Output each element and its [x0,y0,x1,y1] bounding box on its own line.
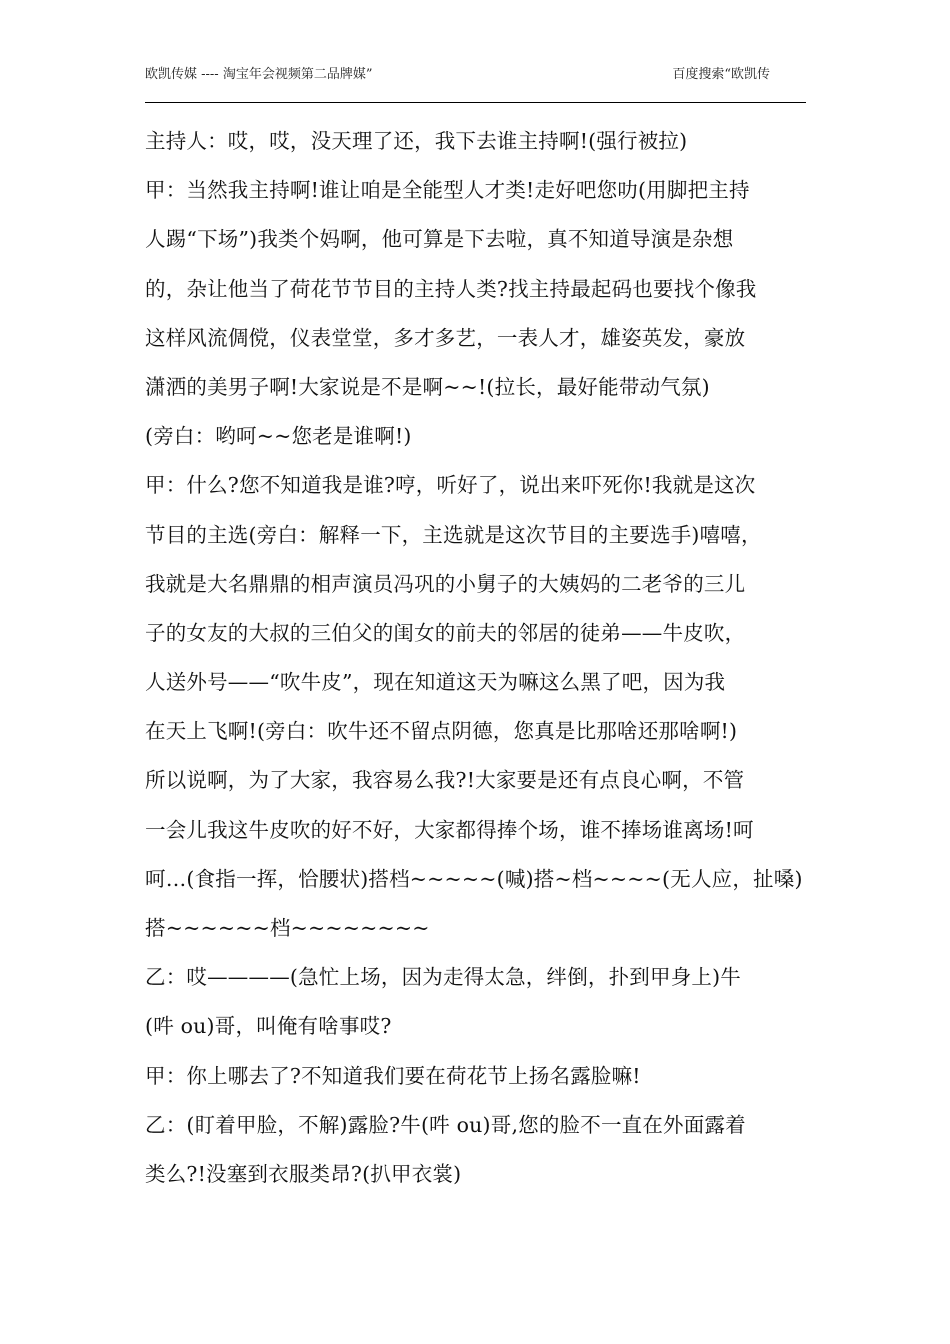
header-right-text: 百度搜索“欧凯传 [672,67,770,82]
script-line: 甲：什么?您不知道我是谁?哼，听好了，说出来吓死你!我就是这次 [145,473,756,498]
page-header [145,66,806,103]
script-line: (吽 ou)哥，叫俺有啥事哎? [145,1014,392,1039]
script-line: 我就是大名鼎鼎的相声演员冯巩的小舅子的大姨妈的二老爷的三儿 [145,571,746,596]
script-line: 乙：哎————(急忙上场，因为走得太急，绊倒，扑到甲身上)牛 [145,965,741,990]
script-line: 搭~~~~~~档~~~~~~~~ [145,916,430,940]
script-line: 甲：当然我主持啊!谁让咱是全能型人才类!走好吧您叻(用脚把主持 [145,178,750,203]
script-line: 这样风流倜傥，仪表堂堂，多才多艺，一表人才，雄姿英发，豪放 [145,325,746,350]
header-left-text: 欧凯传媒 ---- 淘宝年会视频第二品牌媒” [145,67,373,82]
script-line: (旁白：哟呵~~您老是谁啊!) [145,424,412,449]
script-line: 节目的主选(旁白：解释一下，主选就是这次节目的主要选手)嘻嘻， [145,522,762,547]
script-line: 人送外号——“吹牛皮”，现在知道这天为嘛这么黑了吧，因为我 [145,670,726,695]
script-line: 的，杂让他当了荷花节节目的主持人类?找主持最起码也要找个像我 [145,276,757,301]
script-line: 一会儿我这牛皮吹的好不好，大家都得捧个场，谁不捧场谁离场!呵 [145,817,754,842]
script-line: 所以说啊，为了大家，我容易么我?!大家要是还有点良心啊，不管 [145,768,745,793]
script-line: 呵…(食指一挥，恰腰状)搭档~~~~~(喊)搭~档~~~~(无人应，扯嗓) [145,866,803,891]
script-line: 人踢“下场”)我类个妈啊，他可算是下去啦，真不知道导演是杂想 [145,227,734,252]
script-line: 乙：(盯着甲脸，不解)露脸?牛(吽 ou)哥,您的脸不一直在外面露着 [145,1112,746,1137]
script-line: 主持人：哎，哎，没天理了还，我下去谁主持啊!(强行被拉) [145,129,688,153]
script-line: 潇洒的美男子啊!大家说是不是啊~~!(拉长，最好能带动气氛) [145,374,710,399]
script-line: 类么?!没塞到衣服类昂?(扒甲衣裳) [145,1161,462,1186]
script-line: 在天上飞啊!(旁白：吹牛还不留点阴德，您真是比那啥还那啥啊!) [145,719,738,744]
script-line: 子的女友的大叔的三伯父的闺女的前夫的邻居的徒弟——牛皮吹， [145,620,746,645]
script-line: 甲：你上哪去了?不知道我们要在荷花节上扬名露脸嘛! [145,1063,641,1088]
script-body [145,117,810,1199]
